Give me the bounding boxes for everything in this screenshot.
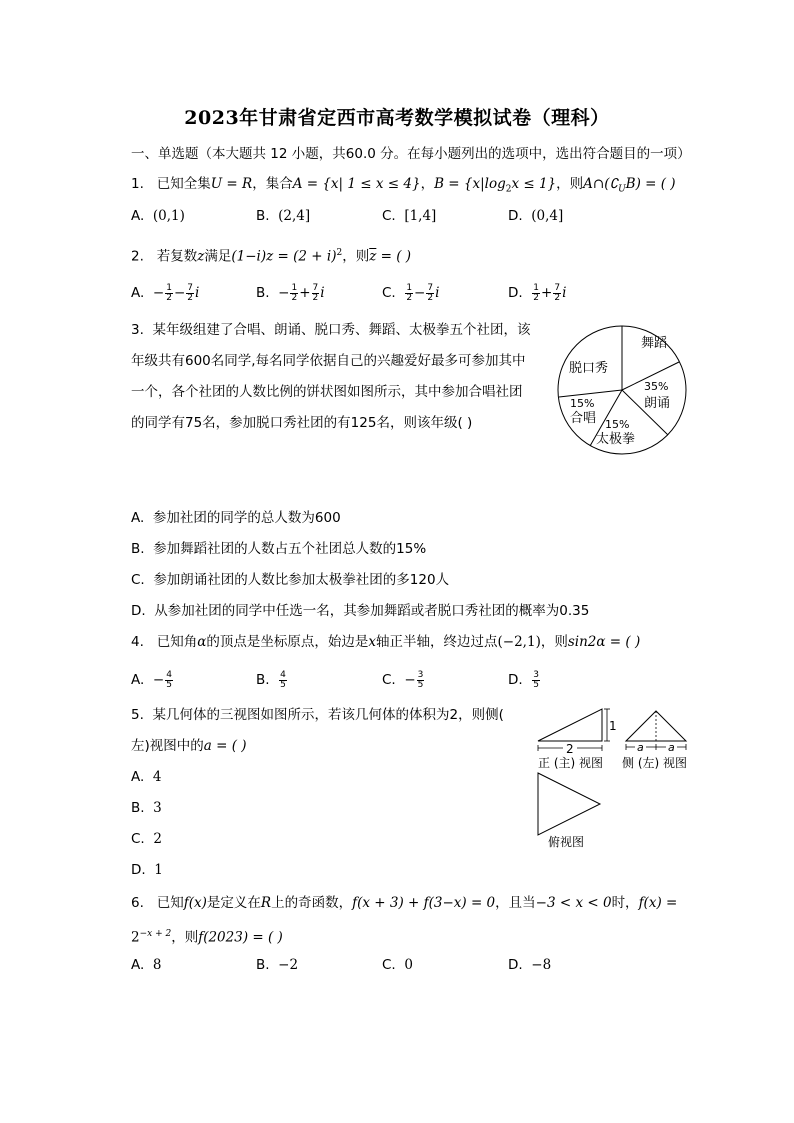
section-heading: 一、单选题（本大题共 12 小题，共60.0 分。在每小题列出的选项中，选出符合题目的一项）	[131, 146, 691, 162]
pie-value-hechang: 15%	[570, 397, 595, 410]
option-a[interactable]: A. 4	[131, 769, 162, 785]
q1-math: U = R	[210, 176, 253, 192]
option-d[interactable]: D. (0,4]	[508, 208, 564, 224]
question-number: 5.	[131, 707, 144, 723]
side-view-caption: 侧 (左) 视图	[622, 756, 687, 770]
option-c[interactable]: C. $\frac{1}{2}$ − $\frac{7}{2}$ i	[382, 282, 440, 303]
pie-label-taijiquan: 太极拳	[596, 432, 636, 447]
option-a[interactable]: A. (0,1)	[131, 208, 185, 224]
q2-math: = ( )	[376, 248, 412, 265]
q1-math: B = {x|log	[434, 176, 506, 192]
option-d[interactable]: D. 1	[131, 862, 163, 878]
question-1	[131, 174, 676, 200]
question-number: 6.	[131, 895, 144, 911]
option-a[interactable]: A. − $\frac{4}{5}$	[131, 669, 172, 690]
option-d[interactable]: D. $\frac{1}{2}$ + $\frac{7}{2}$ i	[508, 282, 567, 303]
question-number: 3.	[131, 322, 144, 338]
question-4: 4. 已知角α的顶点是坐标原点，始边是x轴正半轴，终边过点(−2,1)，则sin2α = ( )	[131, 634, 641, 650]
option-b[interactable]: B. $\frac{4}{5}$	[256, 669, 286, 690]
pie-label-hechang: 合唱	[570, 411, 597, 426]
option-c[interactable]: C. 0	[382, 957, 413, 973]
question-number: 2.	[131, 248, 144, 265]
q2-math-sup: 2	[336, 248, 343, 258]
question-6-line: $2^{-x + 2}$，则f(2023) = ( )	[131, 929, 283, 946]
q1-text: ，集合	[252, 176, 293, 192]
option-c[interactable]: C. 参加朗诵社团的人数比参加太极拳社团的多120人	[131, 572, 450, 588]
side-view	[622, 711, 687, 770]
option-a[interactable]: A. 参加社团的同学的总人数为600	[131, 510, 341, 526]
q2-text: 满足	[204, 248, 232, 265]
pie-chart	[555, 322, 690, 458]
q1-math-sub: U	[618, 184, 626, 195]
option-a[interactable]: A. − $\frac{1}{2}$ − $\frac{7}{2}$ i	[131, 282, 200, 303]
option-b[interactable]: B. 参加舞蹈社团的人数占五个社团总人数的15%	[131, 541, 427, 557]
question-5-line: 左)视图中的a = ( )	[131, 738, 247, 754]
pie-value-langsong: 35%	[644, 380, 669, 393]
option-d[interactable]: D. 从参加社团的同学中任选一名，其参加舞蹈或者脱口秀社团的概率为0.35	[131, 603, 590, 619]
q2-text: 若复数	[156, 248, 198, 265]
q1-math: B) = ( )	[625, 176, 676, 192]
front-width-label: 2	[566, 742, 574, 756]
question-5-line: 5. 某几何体的三视图如图所示，若该几何体的体积为2，则侧(	[131, 707, 504, 723]
side-a-label: a	[668, 741, 675, 754]
q2-math-conjugate: $\overline{z}$	[369, 248, 377, 265]
q2-text: ，则	[342, 248, 370, 265]
three-view-figure	[530, 705, 696, 853]
q1-text: ，则	[556, 176, 584, 192]
question-3-line: 年级共有600名同学,每名同学依据自己的兴趣爱好最多可参加其中	[131, 353, 526, 369]
option-b[interactable]: B. 3	[131, 800, 162, 816]
q1-text: ，	[420, 176, 435, 192]
q1-text: 已知全集	[156, 176, 211, 192]
q1-math: A = {x| 1 ≤ x ≤ 4}	[292, 176, 421, 192]
option-b[interactable]: B. − $\frac{1}{2}$ + $\frac{7}{2}$ i	[256, 282, 325, 303]
front-height-label: 1	[609, 719, 617, 733]
question-number: 1.	[131, 176, 144, 192]
q1-math: A∩(∁	[583, 176, 619, 192]
question-3-line: 一个，各个社团的人数比例的饼状图如图所示，其中参加合唱社团	[131, 384, 523, 400]
question-6-line: 6. 已知f(x)是定义在R上的奇函数，f(x + 3) + f(3−x) = 0，且当−3 < x < 0时，f(x) =	[131, 895, 678, 911]
question-number: 4.	[131, 634, 144, 650]
top-view	[538, 773, 600, 849]
option-c[interactable]: C. [1,4]	[382, 208, 437, 224]
option-d[interactable]: D. $\frac{3}{5}$	[508, 669, 540, 690]
option-b[interactable]: B. −2	[256, 957, 299, 973]
side-a-label: a	[637, 741, 644, 754]
front-view-caption: 正 (主) 视图	[538, 756, 603, 770]
question-2	[131, 243, 411, 267]
page-title: 2023年甘肃省定西市高考数学模拟试卷（理科）	[184, 107, 610, 129]
pie-label-langsong: 朗诵	[644, 396, 671, 411]
option-a[interactable]: A. 8	[131, 957, 162, 973]
question-3-line: 3. 某年级组建了合唱、朗诵、脱口秀、舞蹈、太极拳五个社团，该	[131, 322, 531, 338]
pie-label-wudao: 舞蹈	[641, 336, 668, 351]
top-view-caption: 俯视图	[548, 835, 585, 849]
pie-value-taijiquan: 15%	[605, 418, 630, 431]
option-d[interactable]: D. −8	[508, 957, 552, 973]
option-b[interactable]: B. (2,4]	[256, 208, 311, 224]
q2-math: z	[197, 248, 205, 265]
q1-math-sub: 2	[505, 184, 512, 195]
q1-math: x ≤ 1}	[511, 176, 557, 192]
front-view	[538, 709, 617, 770]
option-c[interactable]: C. 2	[131, 831, 162, 847]
option-c[interactable]: C. − $\frac{3}{5}$	[382, 669, 424, 690]
q2-math: (1−i)z = (2 + i)	[231, 248, 337, 265]
question-3-line: 的同学有75名，参加脱口秀社团的有125名，则该年级( )	[131, 415, 473, 431]
pie-label-tuokouxiu: 脱口秀	[569, 361, 609, 376]
